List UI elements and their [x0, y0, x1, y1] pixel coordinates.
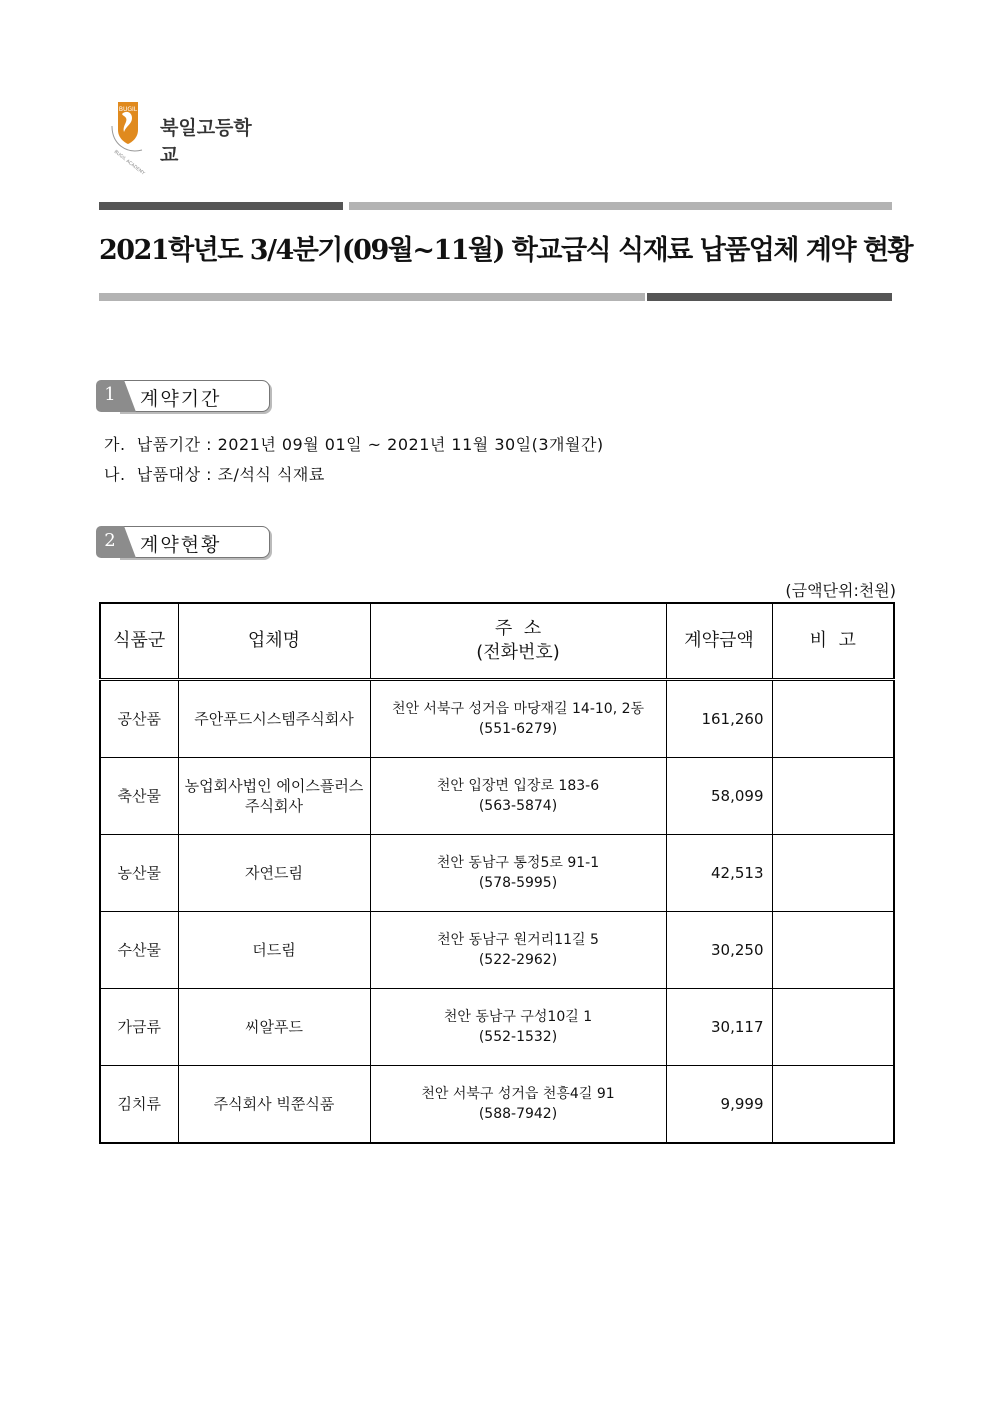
company-line1: 자연드림: [245, 864, 303, 882]
cell-category: 수산물: [100, 912, 178, 989]
header-address-line2: (전화번호): [476, 642, 560, 663]
company-line1: 농업회사법인 에이스플러스: [184, 777, 364, 795]
document-title: 2021학년도 3/4분기(09월~11월) 학교급식 식재료 납품업체 계약 현황: [99, 235, 913, 266]
table-row: [100, 758, 894, 835]
header-company: 업체명: [178, 603, 370, 680]
cell-company: [178, 680, 370, 758]
cell-category: 가금류: [100, 989, 178, 1066]
logo-subtext: BUGIL ACADEMY: [112, 149, 146, 177]
title-bar-bottom: [99, 293, 892, 301]
cell-address: [370, 912, 666, 989]
table-row: [100, 680, 894, 758]
company-line1: 씨알푸드: [245, 1018, 303, 1036]
section-number: 1: [96, 380, 124, 412]
table-row: [100, 989, 894, 1066]
cell-amount: 30,117: [666, 989, 772, 1066]
header-category: 식품군: [100, 603, 178, 680]
cell-amount: 161,260: [666, 680, 772, 758]
address-line: 천안 동남구 구성10길 1: [443, 1009, 593, 1025]
table-row: [100, 1066, 894, 1144]
section-label: 계약기간: [140, 388, 222, 410]
cell-company: [178, 758, 370, 835]
cell-remarks: [772, 989, 894, 1066]
cell-address: [370, 680, 666, 758]
address-line: 천안 동남구 원거리11길 5: [437, 932, 599, 948]
cell-address: [370, 758, 666, 835]
cell-category: 김치류: [100, 1066, 178, 1144]
header-address: [370, 603, 666, 680]
header-amount: 계약금액: [666, 603, 772, 680]
cell-remarks: [772, 912, 894, 989]
table-header-row: [100, 603, 894, 680]
phone-line: (552-1532): [478, 1029, 558, 1045]
cell-amount: 9,999: [666, 1066, 772, 1144]
address-line: 천안 동남구 통정5로 91-1: [436, 855, 600, 871]
cell-address: [370, 989, 666, 1066]
address-line: 천안 서북구 성거읍 마당재길 14-10, 2동: [391, 701, 645, 717]
cell-amount: 42,513: [666, 835, 772, 912]
cell-category: 축산물: [100, 758, 178, 835]
contract-table: [99, 602, 895, 1144]
phone-line: (578-5995): [478, 875, 558, 891]
phone-line: (551-6279): [478, 721, 558, 737]
company-line2: 주식회사: [245, 797, 303, 815]
cell-amount: 30,250: [666, 912, 772, 989]
address-line: 천안 서북구 성거읍 천흥4길 91: [421, 1086, 615, 1102]
cell-remarks: [772, 758, 894, 835]
cell-company: [178, 989, 370, 1066]
address-line: 천안 입장면 입장로 183-6: [436, 778, 600, 794]
table-row: [100, 912, 894, 989]
phone-line: (588-7942): [478, 1106, 558, 1122]
company-line1: 주안푸드시스템주식회사: [194, 710, 354, 728]
delivery-period: 가. 납품기간 : 2021년 09월 01일 ~ 2021년 11월 30일(3개월간): [104, 435, 604, 454]
amount-unit-note: (금액단위:천원): [785, 581, 896, 600]
bugil-emblem-icon: [108, 100, 160, 177]
delivery-target: 나. 납품대상 : 조/석식 식재료: [104, 465, 325, 484]
school-logo: [108, 100, 268, 177]
cell-address: [370, 1066, 666, 1144]
cell-remarks: [772, 680, 894, 758]
cell-remarks: [772, 835, 894, 912]
section-heading-status: [96, 526, 270, 558]
logo-text: BUGIL: [118, 106, 138, 113]
header-remarks: 비 고: [772, 603, 894, 680]
cell-category: 공산품: [100, 680, 178, 758]
company-line1: 더드림: [252, 941, 296, 959]
table-row: [100, 835, 894, 912]
company-line1: 주식회사 빅쭌식품: [213, 1095, 335, 1113]
title-bar-top: [99, 202, 892, 210]
section-heading-period: [96, 380, 270, 412]
header-address-line1: 주 소: [494, 618, 542, 639]
cell-category: 농산물: [100, 835, 178, 912]
school-name: 북일고등학교: [160, 117, 252, 166]
section-label: 계약현황: [140, 534, 222, 556]
phone-line: (522-2962): [478, 952, 558, 968]
cell-company: [178, 835, 370, 912]
phone-line: (563-5874): [478, 798, 558, 814]
cell-remarks: [772, 1066, 894, 1144]
cell-company: [178, 1066, 370, 1144]
cell-company: [178, 912, 370, 989]
cell-address: [370, 835, 666, 912]
cell-amount: 58,099: [666, 758, 772, 835]
section-number: 2: [96, 526, 124, 558]
